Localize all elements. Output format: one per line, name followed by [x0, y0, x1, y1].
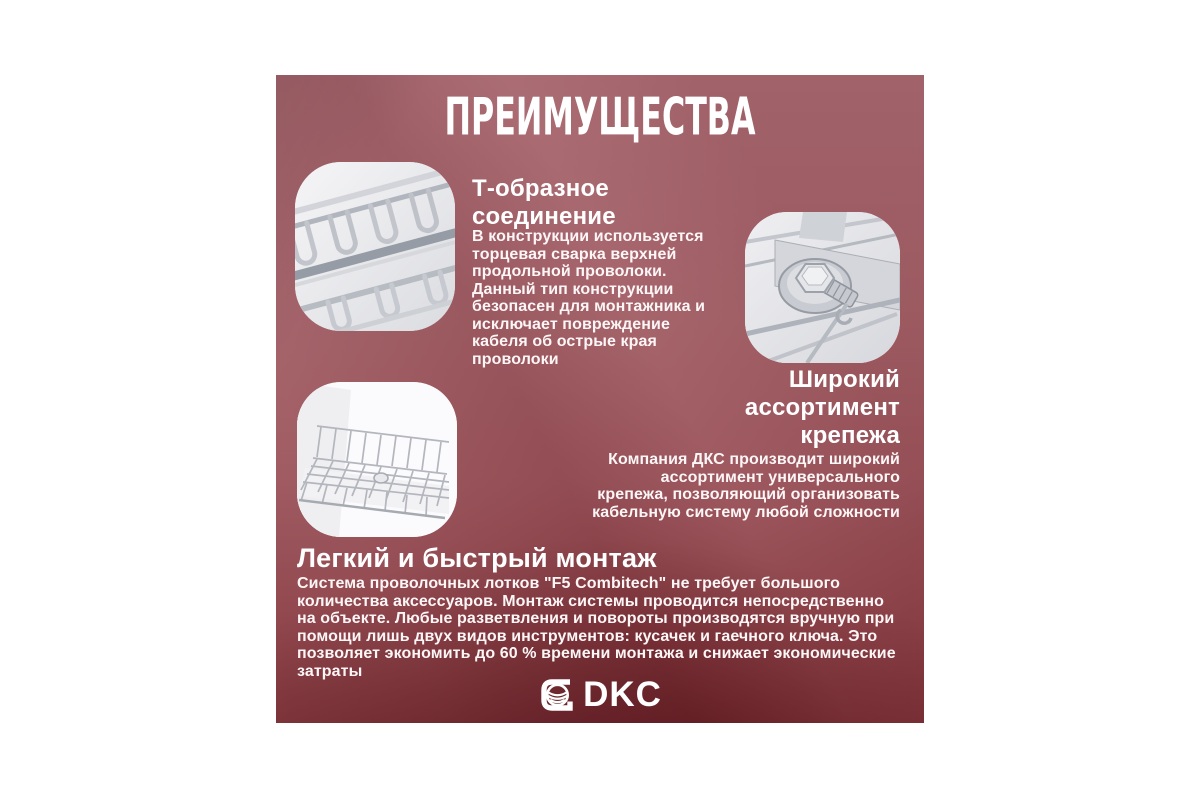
- body-fasteners: Компания ДКС производит широкий ассортимент универсального крепежа, позволяющий организовать кабельную систему любой сложности: [592, 451, 900, 521]
- body-easy-mounting: Система проволочных лотков "F5 Combitech" не требует большого количества аксессуаров. Монтаж системы проводится непосредственно на объекте. Любые разветвления и повороты производятся вручную при помощи лишь двух видов инструментов: кусачек и гаечного ключа. Это позволяет экономить до 60 % времени монтажа и снижает экономические затраты: [297, 575, 896, 680]
- heading-fasteners: Широкий ассортимент крепежа: [744, 366, 900, 449]
- heading-t-joint: Т-образное соединение: [472, 175, 616, 230]
- dkc-logo-text: DKC: [583, 675, 662, 714]
- fastener-bolt-photo: [745, 212, 900, 363]
- dkc-logo-icon: [538, 675, 578, 715]
- cable-tray-photo: [295, 162, 455, 331]
- body-t-joint: В конструкции используется торцевая сварка верхней продольной проволоки. Данный тип конструкции безопасен для монтажника и исключает повреждение кабеля об острые края проволоки: [472, 228, 706, 368]
- fastener-bolt-image: [745, 212, 900, 363]
- mesh-tray-image: [297, 382, 457, 537]
- page-title-wrap: [276, 87, 924, 148]
- cable-tray-image: [295, 162, 455, 331]
- page-title: ПРЕИМУЩЕСТВА: [444, 87, 756, 148]
- mesh-tray-photo: [297, 382, 457, 537]
- advantages-card: [276, 75, 924, 723]
- heading-easy-mounting: Легкий и быстрый монтаж: [297, 543, 657, 573]
- dkc-logo: [276, 675, 924, 715]
